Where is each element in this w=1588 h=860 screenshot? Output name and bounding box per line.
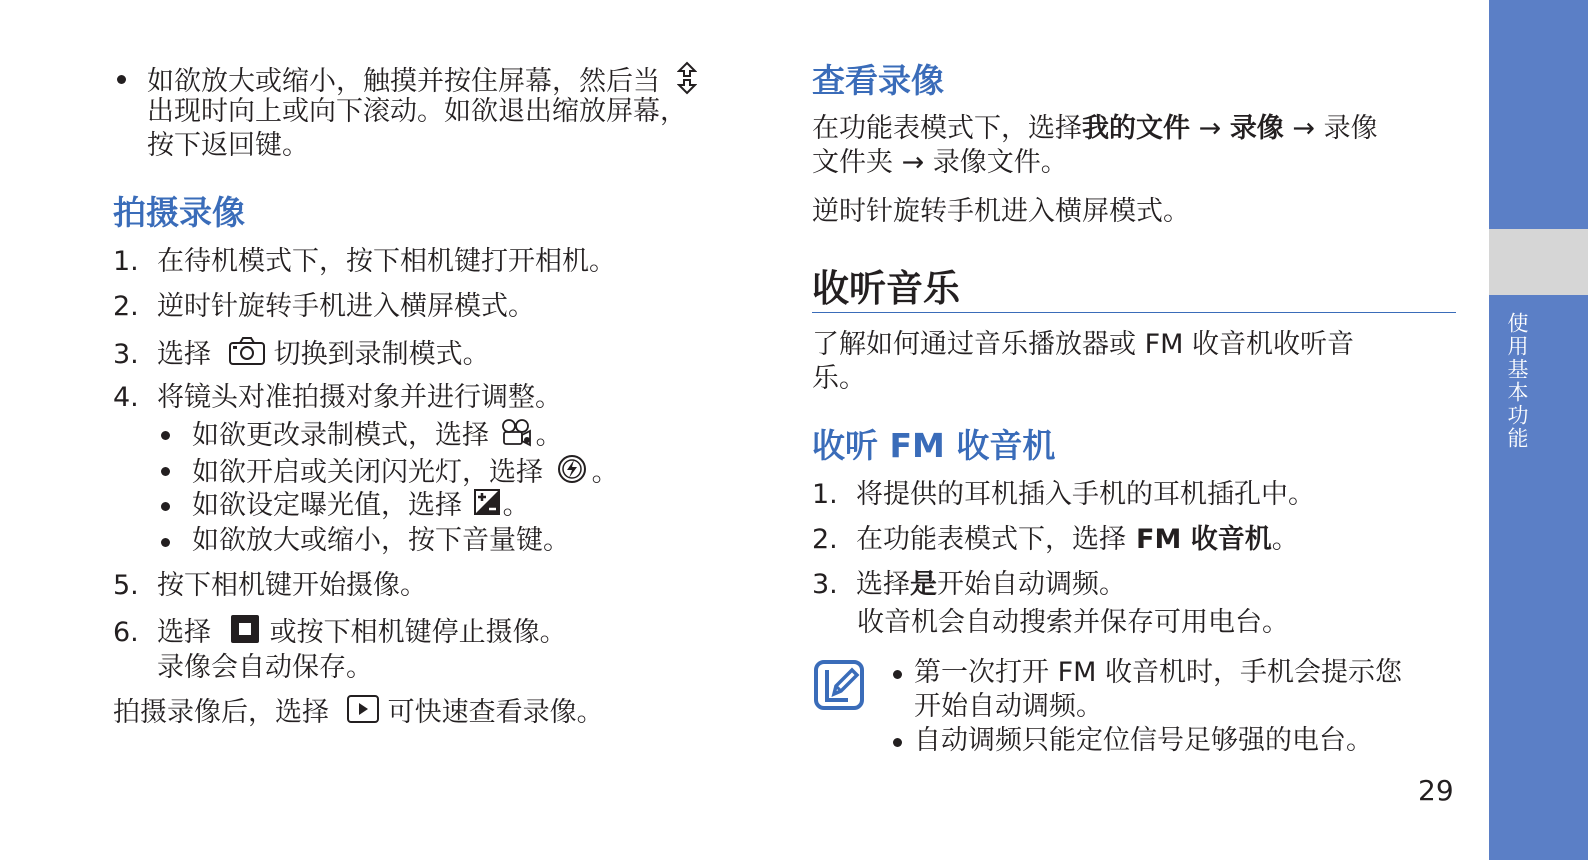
step-1: 1. 在待机模式下，按下相机键打开相机。 bbox=[113, 246, 616, 277]
step-3: 3. 选择 切换到录制模式。 bbox=[113, 336, 490, 375]
exposure-icon bbox=[473, 488, 501, 525]
side-tab-label: 使用基本功能 bbox=[1505, 312, 1529, 450]
after-recording-text: 拍摄录像后，选择 可快速查看录像。 bbox=[113, 694, 604, 733]
fm-step-3: 3. 选择是开始自动调频。 bbox=[812, 569, 1126, 600]
note-1-line-1: 第一次打开 FM 收音机时，手机会提示您 bbox=[914, 657, 1402, 688]
bullet bbox=[161, 538, 170, 547]
sub-bullet-2: 如欲开启或关闭闪光灯，选择 。 bbox=[192, 453, 619, 494]
view-line-2: 文件夹 → 录像文件。 bbox=[812, 147, 1068, 178]
section-heading-fm: 收听 FM 收音机 bbox=[812, 426, 1056, 465]
fm-step-2: 2. 在功能表模式下，选择 FM 收音机。 bbox=[812, 524, 1299, 555]
bullet bbox=[161, 431, 170, 440]
sub-bullet-1: 如欲更改录制模式，选择 。 bbox=[192, 417, 563, 456]
view-line-1: 在功能表模式下，选择我的文件 → 录像 → 录像 bbox=[812, 113, 1378, 144]
play-icon bbox=[346, 694, 380, 733]
intro-bullet-line-1: 如欲放大或缩小，触摸并按住屏幕，然后当 bbox=[147, 61, 697, 104]
page-number: 29 bbox=[1418, 774, 1454, 807]
camera-switch-icon bbox=[228, 336, 266, 375]
step-4: 4. 将镜头对准拍摄对象并进行调整。 bbox=[113, 382, 562, 413]
section-heading-view: 查看录像 bbox=[812, 61, 944, 100]
side-tab-marker bbox=[1489, 229, 1588, 295]
step-5: 5. 按下相机键开始摄像。 bbox=[113, 570, 427, 601]
heading-rule bbox=[812, 312, 1456, 313]
view-line-3: 逆时针旋转手机进入横屏模式。 bbox=[812, 196, 1190, 227]
intro-bullet-line-2: 出现时向上或向下滚动。如欲退出缩放屏幕， bbox=[147, 96, 687, 127]
record-mode-icon bbox=[500, 417, 534, 456]
section-heading-music: 收听音乐 bbox=[812, 267, 960, 310]
step-6-line-2: 录像会自动保存。 bbox=[157, 652, 373, 683]
sub-bullet-3: 如欲设定曝光值，选择 。 bbox=[192, 488, 530, 525]
stop-icon bbox=[230, 614, 260, 653]
fm-step-3-line-2: 收音机会自动搜索并保存可用电台。 bbox=[857, 607, 1289, 638]
sub-bullet-4: 如欲放大或缩小，按下音量键。 bbox=[192, 525, 570, 556]
bullet bbox=[893, 670, 902, 679]
note-1-line-2: 开始自动调频。 bbox=[914, 691, 1103, 722]
step-2: 2. 逆时针旋转手机进入横屏模式。 bbox=[113, 291, 535, 322]
fm-step-1: 1. 将提供的耳机插入手机的耳机插孔中。 bbox=[812, 479, 1315, 510]
bullet bbox=[161, 467, 170, 476]
note-2: 自动调频只能定位信号足够强的电台。 bbox=[914, 725, 1373, 756]
step-6: 6. 选择 或按下相机键停止摄像。 bbox=[113, 614, 567, 653]
bullet bbox=[161, 502, 170, 511]
bullet bbox=[893, 738, 902, 747]
flash-icon bbox=[556, 453, 588, 494]
music-intro-line-1: 了解如何通过音乐播放器或 FM 收音机收听音 bbox=[812, 329, 1354, 360]
music-intro-line-2: 乐。 bbox=[812, 363, 866, 394]
note-pencil-icon bbox=[814, 660, 864, 710]
intro-bullet-line-3: 按下返回键。 bbox=[147, 130, 309, 161]
section-heading-record: 拍摄录像 bbox=[113, 193, 245, 232]
bullet bbox=[117, 75, 126, 84]
